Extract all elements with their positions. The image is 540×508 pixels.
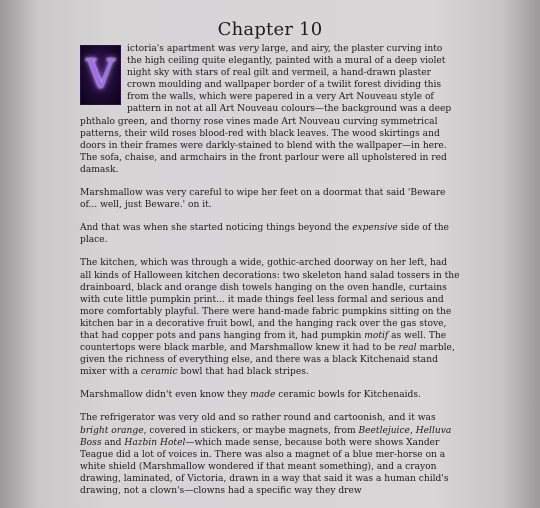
p4-run-3-italic: real bbox=[398, 343, 417, 354]
p4-run-5-italic: ceramic bbox=[140, 367, 178, 378]
p1-run-1-italic: very bbox=[238, 44, 259, 54]
p6-run-4: , bbox=[409, 425, 416, 436]
p6-run-1-italic: bright orange bbox=[80, 425, 144, 436]
p3-run-2: side of the place. bbox=[80, 223, 449, 246]
p1-run-2: large, and airy, the plaster curving into the high ceiling quite elegantly, painted with a mural of a deep violet night sky with stars of real gilt and vermeil, a hand-drawn plaster crown moulding and wallpaper border of a twilit forest dividing this from the walls, which were papered in a very Art Nouveau style of pattern in not at all Art Nouveau colours—the background was a deep phthalo green, and thorny rose vines made Art Nouveau curving symmetrical patterns, their wild roses blood-red with black leaves. The wood skirtings and doors in their frames were darkly-stained to blend with the wallpaper—in here. The sofa, chaise, and armchairs in the front parlour were all upholstered in red damask. bbox=[80, 44, 452, 175]
p2-run-0: Marshmallow was very careful to wipe her feet on a doormat that said 'Beware of... well, just Beware.' on it. bbox=[80, 188, 446, 211]
paragraph-5 bbox=[80, 389, 460, 401]
paragraph-3 bbox=[80, 222, 460, 246]
p1-run-0: ictoria's apartment was bbox=[127, 44, 239, 54]
p4-run-2: as well. The countertops were black marble, and Marshmallow knew it had to be bbox=[80, 330, 447, 354]
chapter-title: Chapter 10 bbox=[217, 19, 323, 40]
p6-run-5-italic: Helluva Boss bbox=[80, 425, 452, 448]
drop-cap bbox=[80, 45, 121, 105]
p6-run-6: and bbox=[101, 437, 125, 448]
p6-run-7-italic: Hazbin Hotel bbox=[124, 437, 186, 448]
p5-run-1-italic: made bbox=[250, 390, 276, 401]
p4-run-6: bowl that had black stripes. bbox=[177, 367, 309, 378]
p6-run-3-italic: Beetlejuice bbox=[358, 425, 410, 436]
p5-run-0: Marshmallow didn't even know they bbox=[80, 390, 251, 401]
p3-run-1-italic: expensive bbox=[352, 223, 398, 234]
p6-run-2: , covered in stickers, or maybe magnets, from bbox=[143, 425, 359, 436]
chapter-body bbox=[80, 43, 460, 508]
paragraph-4 bbox=[80, 257, 460, 378]
p6-run-8: —which made sense, because both were shows Xander Teague did a lot of voices in. There was also a magnet of a blue mer-horse on a white shield (Marshmallow wondered if that meant something), and a crayon drawing, laminated, of Victoria, drawn in a way that said it was a human child's drawing, not a clown's—clowns had a specific way they drew bbox=[80, 437, 449, 496]
drop-cap-letter: V bbox=[86, 52, 115, 98]
paragraph-1 bbox=[80, 43, 460, 176]
p3-run-0: And that was when she started noticing things beyond the bbox=[80, 223, 353, 234]
p6-run-0: The refrigerator was very old and so rather round and cartoonish, and it was bbox=[80, 413, 436, 424]
p4-run-1-italic: motif bbox=[364, 330, 389, 341]
p4-run-0: The kitchen, which was through a wide, gothic-arched doorway on her left, had all kinds of Halloween kitchen decorations: two skeleton hand salad tossers in the drainboard, black and orange dish towels hanging on the oven handle, curtains with cute little pumpkin print... it made things feel less formal and serious and more comfortably playful. There were hand-made fabric pumpkins sitting on the kitchen bar in a decorative fruit bowl, and the hanging rack over the gas stove, that had copper pots and pans hanging from it, had pumpkin bbox=[80, 258, 460, 341]
paragraph-1-text bbox=[80, 44, 451, 175]
p4-run-4: marble, given the richness of everything else, and there was a black Kitchenaid stand mixer with a bbox=[80, 343, 455, 378]
paragraph-2 bbox=[80, 187, 460, 211]
paragraph-6 bbox=[80, 412, 460, 497]
p5-run-2: ceramic bowls for Kitchenaids. bbox=[275, 390, 421, 401]
